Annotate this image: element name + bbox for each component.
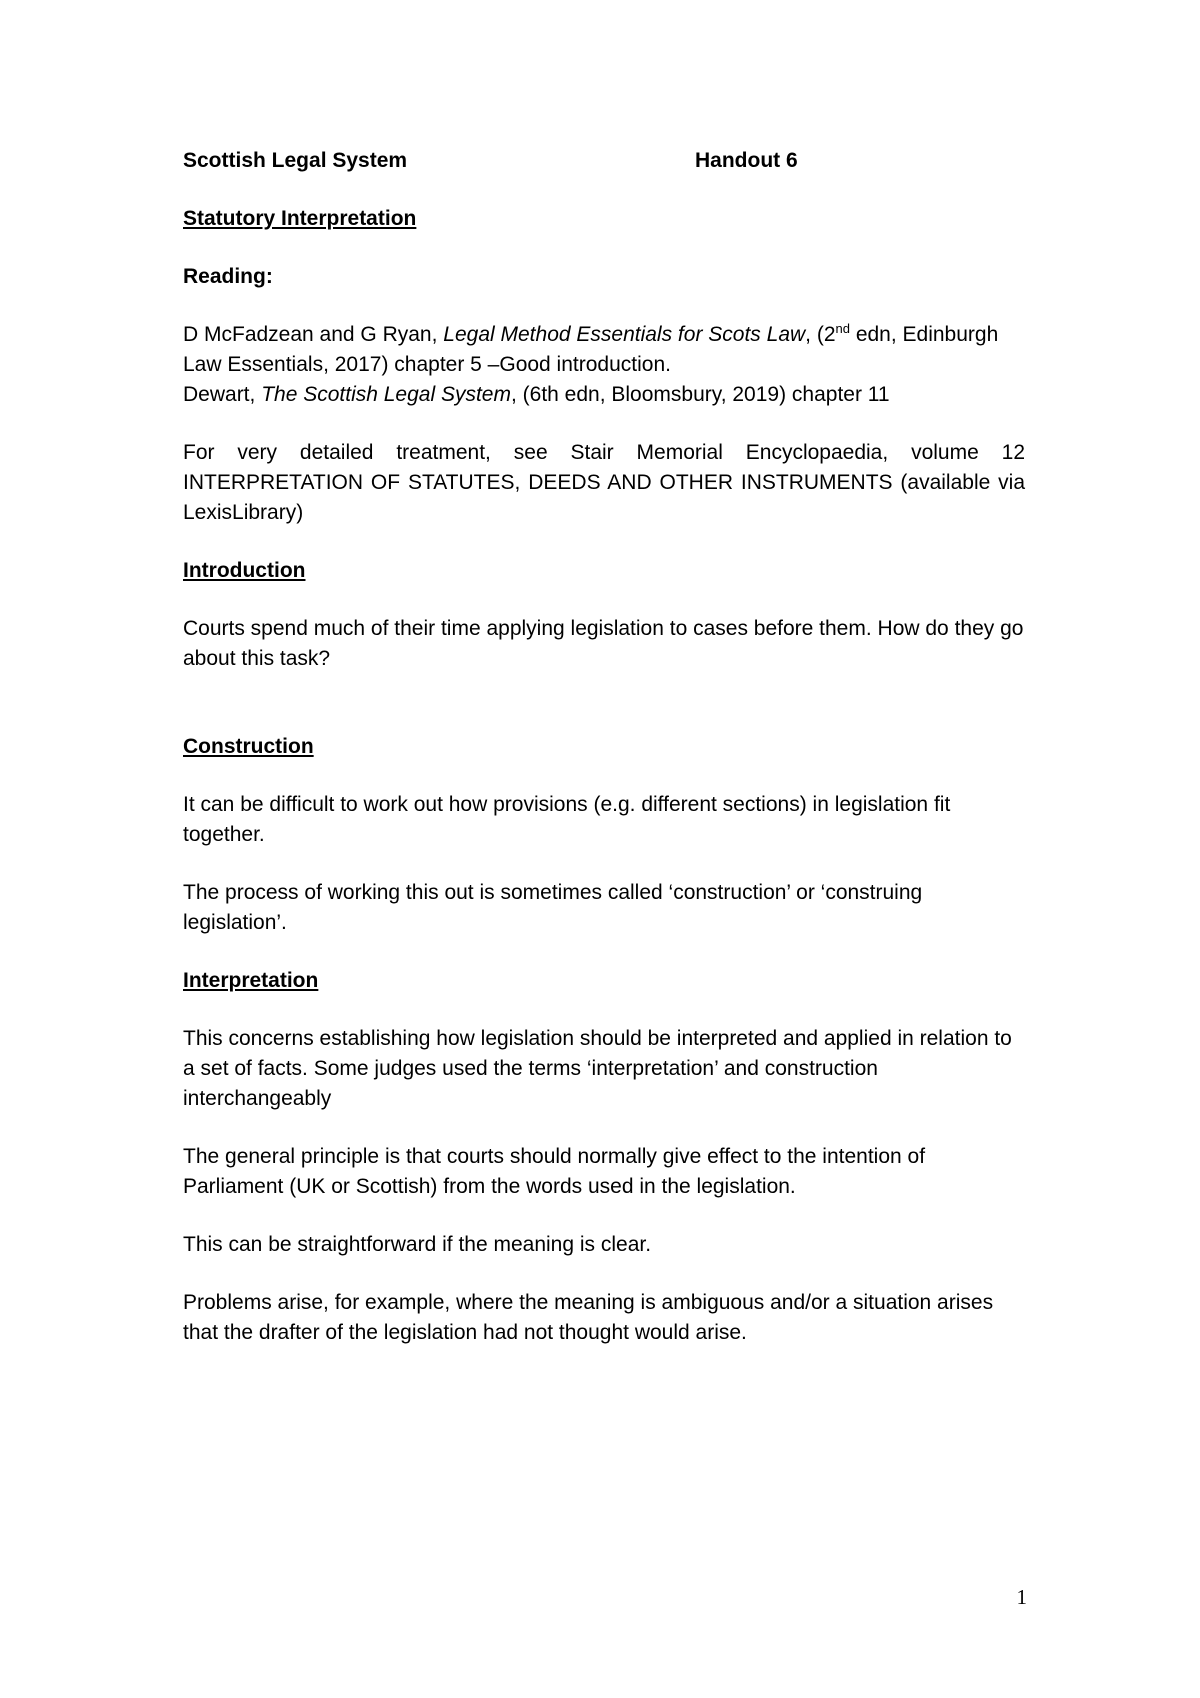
ref1-rest: edn, Edinburgh Law Essentials, 2017) chapter 5 –Good introduction. <box>183 323 999 376</box>
introduction-paragraph: Courts spend much of their time applying legislation to cases before them. How do they go about this task? <box>183 617 1024 670</box>
document-header <box>183 146 1025 176</box>
handout-number: Handout 6 <box>695 149 798 172</box>
page-number: 1 <box>1016 1585 1027 1609</box>
ref2-book-title: The Scottish Legal System <box>261 383 511 406</box>
interpretation-heading: Interpretation <box>183 969 319 992</box>
construction-paragraph-2: The process of working this out is sometimes called ‘construction’ or ‘construing legislation’. <box>183 881 923 934</box>
construction-paragraph-1: It can be difficult to work out how provisions (e.g. different sections) in legislation fit together. <box>183 793 951 846</box>
detailed-treatment-paragraph: For very detailed treatment, see Stair Memorial Encyclopaedia, volume 12 INTERPRETATION OF STATUTES, DEEDS AND OTHER INSTRUMENTS (available via LexisLibrary) <box>183 441 1025 524</box>
construction-heading: Construction <box>183 735 314 758</box>
ref2-rest: , (6th edn, Bloomsbury, 2019) chapter 11 <box>510 383 890 406</box>
document-body <box>183 146 1025 1376</box>
ref1-pre-edition: , (2 <box>805 323 836 346</box>
reading-reference-1 <box>183 320 1025 380</box>
course-title: Scottish Legal System <box>183 149 408 172</box>
ref2-author: Dewart, <box>183 383 262 406</box>
interpretation-paragraph-2: The general principle is that courts should normally give effect to the intention of Parliament (UK or Scottish) from the words used in the legislation. <box>183 1145 926 1198</box>
introduction-heading: Introduction <box>183 559 306 582</box>
reading-label: Reading: <box>183 265 273 288</box>
ref1-book-title: Legal Method Essentials for Scots Law <box>443 323 806 346</box>
reading-reference-2 <box>183 380 1025 410</box>
interpretation-paragraph-4: Problems arise, for example, where the meaning is ambiguous and/or a situation arises that the drafter of the legislation had not thought would arise. <box>183 1291 994 1344</box>
interpretation-paragraph-3: This can be straightforward if the meaning is clear. <box>183 1233 652 1256</box>
page-title: Statutory Interpretation <box>183 207 417 230</box>
ref1-authors: D McFadzean and G Ryan, <box>183 323 444 346</box>
interpretation-paragraph-1: This concerns establishing how legislation should be interpreted and applied in relation to a set of facts. Some judges used the terms ‘interpretation’ and construction interchangeably <box>183 1027 1012 1110</box>
ref1-edition-superscript: nd <box>835 321 850 336</box>
